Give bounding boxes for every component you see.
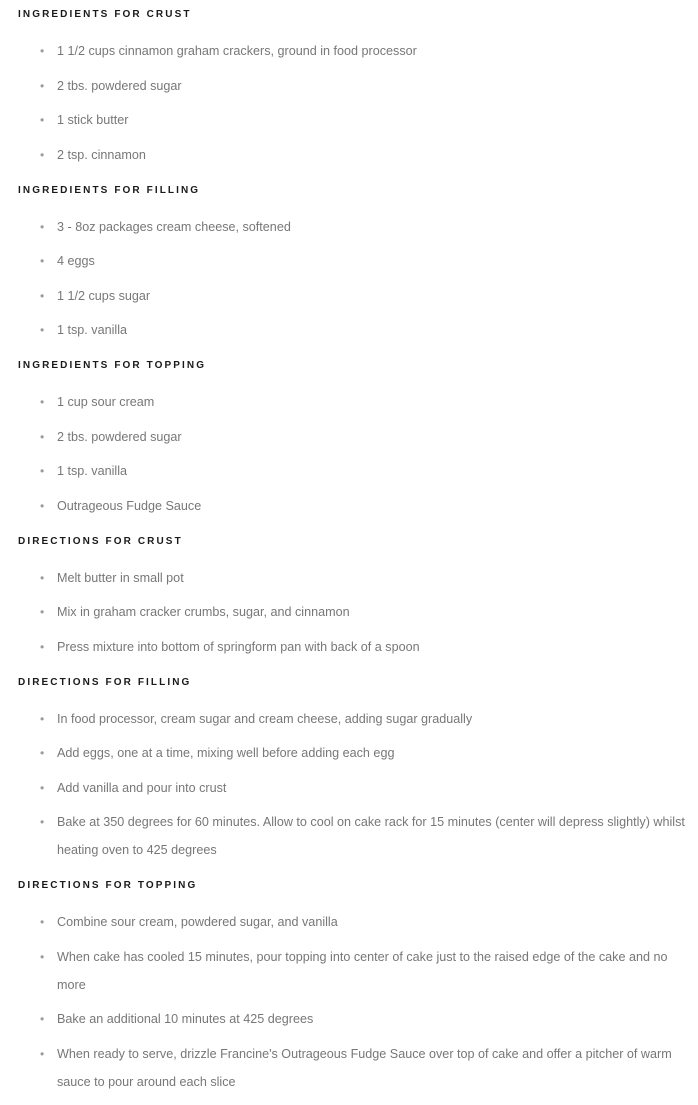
list-item-text: Mix in graham cracker crumbs, sugar, and cinnamon (57, 605, 350, 619)
list-item-text: When ready to serve, drizzle Francine's Outrageous Fudge Sauce over top of cake and offer a pitcher of warm sauce to pour around each slice (57, 1047, 672, 1089)
list-item (40, 247, 685, 275)
bullet-icon: • (40, 605, 45, 619)
list-item (40, 316, 685, 344)
bullet-icon: • (40, 220, 45, 234)
bullet-icon: • (40, 915, 45, 929)
bullet-icon: • (40, 113, 45, 127)
list-item (40, 72, 685, 100)
bullet-icon: • (40, 571, 45, 585)
section-heading-directions-crust: DIRECTIONS FOR CRUST (18, 536, 183, 547)
bullet-icon: • (40, 950, 45, 964)
list-item-text: Combine sour cream, powdered sugar, and vanilla (57, 915, 338, 929)
list-item-text: 3 - 8oz packages cream cheese, softened (57, 220, 291, 234)
list-item-text: Outrageous Fudge Sauce (57, 499, 202, 513)
list-item-text: 1 tsp. vanilla (57, 464, 128, 478)
list-item-text: Add vanilla and pour into crust (57, 781, 227, 795)
list-item (40, 492, 685, 520)
list-item-text: 2 tbs. powdered sugar (57, 79, 182, 93)
bullet-icon: • (40, 746, 45, 760)
bullet-icon: • (40, 430, 45, 444)
list-item (40, 388, 685, 416)
bullet-icon: • (40, 289, 45, 303)
list-item (40, 1005, 685, 1033)
list-item-text: Melt butter in small pot (57, 571, 184, 585)
list-item (40, 705, 685, 733)
list-item-text: 4 eggs (57, 254, 95, 268)
list-item-text: Add eggs, one at a time, mixing well before adding each egg (57, 746, 395, 760)
list-item (40, 908, 685, 936)
list-item (40, 37, 685, 65)
list-item (40, 943, 685, 999)
bullet-icon: • (40, 640, 45, 654)
list-item (40, 774, 685, 802)
list-item (40, 213, 685, 241)
section-heading-directions-topping: DIRECTIONS FOR TOPPING (18, 880, 198, 891)
bullet-icon: • (40, 712, 45, 726)
bullet-icon: • (40, 323, 45, 337)
list-item (40, 808, 685, 864)
list-item-text: 1 tsp. vanilla (57, 323, 128, 337)
list-item (40, 282, 685, 310)
list-item-text: In food processor, cream sugar and cream cheese, adding sugar gradually (57, 712, 473, 726)
bullet-icon: • (40, 148, 45, 162)
list-item (40, 141, 685, 169)
list-item-text: Press mixture into bottom of springform pan with back of a spoon (57, 640, 420, 654)
bullet-icon: • (40, 254, 45, 268)
list-item (40, 423, 685, 451)
list-item (40, 739, 685, 767)
section-heading-ingredients-crust: INGREDIENTS FOR CRUST (18, 9, 192, 20)
list-item (40, 598, 685, 626)
list-item (40, 106, 685, 134)
list-item-text: Bake an additional 10 minutes at 425 degrees (57, 1012, 314, 1026)
bullet-icon: • (40, 781, 45, 795)
bullet-icon: • (40, 44, 45, 58)
list-item (40, 633, 685, 661)
bullet-icon: • (40, 1047, 45, 1061)
bullet-icon: • (40, 815, 45, 829)
section-heading-directions-filling: DIRECTIONS FOR FILLING (18, 677, 192, 688)
bullet-icon: • (40, 499, 45, 513)
list-item-text: 2 tbs. powdered sugar (57, 430, 182, 444)
list-item-text: 2 tsp. cinnamon (57, 148, 146, 162)
section-heading-ingredients-filling: INGREDIENTS FOR FILLING (18, 185, 201, 196)
list-item-text: 1 stick butter (57, 113, 129, 127)
list-item (40, 457, 685, 485)
bullet-icon: • (40, 464, 45, 478)
bullet-icon: • (40, 79, 45, 93)
list-item-text: 1 1/2 cups cinnamon graham crackers, ground in food processor (57, 44, 417, 58)
list-item-text: 1 cup sour cream (57, 395, 155, 409)
list-item-text: When cake has cooled 15 minutes, pour topping into center of cake just to the raised edge of the cake and no more (57, 950, 668, 992)
section-heading-ingredients-topping: INGREDIENTS FOR TOPPING (18, 360, 207, 371)
bullet-icon: • (40, 1012, 45, 1026)
bullet-icon: • (40, 395, 45, 409)
list-item-text: Bake at 350 degrees for 60 minutes. Allow to cool on cake rack for 15 minutes (center will depress slightly) whilst heating oven to 425 degrees (57, 815, 685, 857)
list-item (40, 564, 685, 592)
list-item-text: 1 1/2 cups sugar (57, 289, 151, 303)
list-item (40, 1040, 685, 1096)
